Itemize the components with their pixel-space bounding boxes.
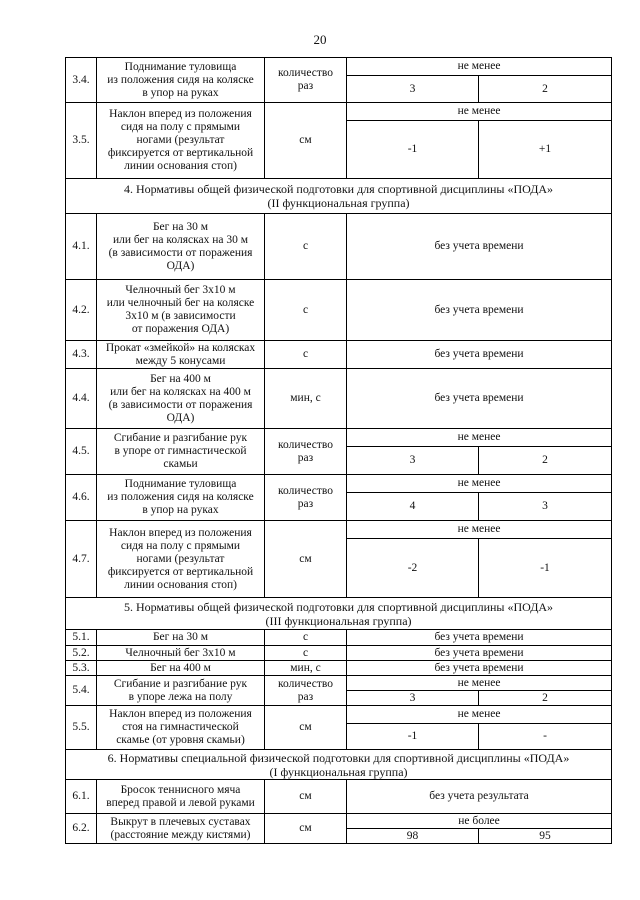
- exercise-line: (расстояние между кистями): [110, 828, 251, 841]
- exercise-line: Сгибание и разгибание рук: [113, 432, 248, 444]
- unit: [265, 646, 347, 661]
- result-cell: без учета времени: [347, 214, 612, 280]
- table-row: [66, 630, 612, 646]
- unit-line: см: [299, 552, 312, 565]
- unit-line: количество: [278, 677, 333, 690]
- exercise-name: [97, 706, 265, 750]
- table-row: [66, 521, 612, 539]
- section-title-line: 4. Нормативы общей физической подготовки для спортивной дисциплины «ПОДА»: [123, 182, 554, 196]
- table-row: [66, 646, 612, 661]
- unit-line: с: [302, 646, 309, 659]
- unit: [265, 58, 347, 103]
- unit-line: раз: [297, 80, 314, 92]
- row-number: 5.2.: [66, 646, 97, 661]
- unit: [265, 369, 347, 429]
- unit-line: с: [302, 240, 309, 252]
- table-row: [66, 814, 612, 829]
- exercise-name: [97, 814, 265, 844]
- exercise-line: в упоре лежа на полу: [128, 690, 233, 703]
- unit: [265, 814, 347, 844]
- unit-line: см: [299, 822, 312, 834]
- exercise-name: [97, 58, 265, 103]
- exercise-line: (в зависимости от поражения: [108, 398, 253, 411]
- exercise-line: Наклон вперед из положения: [109, 708, 252, 720]
- unit: [265, 521, 347, 598]
- value-cell: 98: [347, 829, 479, 844]
- exercise-name: [97, 646, 265, 661]
- exercise-line: фиксируется от вертикальной: [107, 147, 254, 159]
- page-number: 20: [313, 32, 327, 47]
- section-header-row: [66, 750, 612, 780]
- unit: [265, 280, 347, 341]
- section-title-line: 5. Нормативы общей физической подготовки для спортивной дисциплины «ПОДА»: [123, 599, 554, 614]
- section-title-line: (III функциональная группа): [265, 613, 412, 628]
- table-row: [66, 780, 612, 814]
- exercise-name: [97, 214, 265, 280]
- result-cell: без учета времени: [347, 369, 612, 429]
- unit: [265, 630, 347, 646]
- section-title-line: 6. Нормативы специальной физической подготовки для спортивной дисциплины «ПОДА»: [107, 750, 570, 765]
- exercise-line: Челночный бег 3х10 м: [125, 646, 236, 659]
- row-number: 4.5.: [66, 429, 97, 475]
- exercise-line: 3х10 м (в зависимости: [125, 310, 236, 322]
- value-cell: 2: [479, 76, 612, 103]
- exercise-line: Бег на 30 м: [152, 220, 209, 233]
- section-title: [66, 750, 612, 780]
- result-cell: без учета времени: [347, 646, 612, 661]
- exercise-line: скамьи: [163, 458, 198, 470]
- exercise-line: Сгибание и разгибание рук: [113, 677, 248, 690]
- exercise-line: линии основания стоп): [124, 578, 237, 591]
- value-cell: 3: [479, 493, 612, 521]
- value-cell: -2: [347, 539, 479, 598]
- row-number: 4.6.: [66, 475, 97, 521]
- exercise-line: ногами (результат: [136, 552, 225, 565]
- row-number: 5.4.: [66, 676, 97, 706]
- unit-line: см: [299, 721, 312, 733]
- exercise-name: [97, 341, 265, 369]
- condition-label: не менее: [347, 521, 612, 539]
- table-row: [66, 475, 612, 493]
- row-number: 3.5.: [66, 103, 97, 179]
- section-title: [66, 598, 612, 630]
- exercise-line: Наклон вперед из положения: [109, 526, 252, 539]
- exercise-line: фиксируется от вертикальной: [107, 565, 254, 578]
- norms-table: [65, 57, 612, 844]
- value-cell: 3: [347, 447, 479, 475]
- exercise-line: линии основания стоп): [124, 160, 237, 172]
- exercise-name: [97, 103, 265, 179]
- row-number: 4.2.: [66, 280, 97, 341]
- unit-line: раз: [297, 497, 314, 510]
- exercise-line: ногами (результат: [136, 134, 225, 146]
- unit-line: раз: [297, 451, 314, 464]
- section-title-line: (I функциональная группа): [269, 764, 408, 779]
- unit-line: с: [302, 303, 309, 316]
- table-row: [66, 676, 612, 691]
- table-row: [66, 706, 612, 724]
- table-row: [66, 214, 612, 280]
- exercise-line: вперед правой и левой руками: [106, 796, 255, 809]
- value-cell: 4: [347, 493, 479, 521]
- table-row: [66, 58, 612, 76]
- exercise-line: (в зависимости от поражения: [108, 246, 253, 259]
- exercise-name: [97, 429, 265, 475]
- condition-label: не менее: [347, 676, 612, 691]
- condition-label: не менее: [347, 58, 612, 76]
- unit: [265, 475, 347, 521]
- exercise-name: [97, 521, 265, 598]
- value-cell: -1: [347, 724, 479, 750]
- exercise-line: Бег на 400 м: [150, 372, 211, 385]
- exercise-line: сидя на полу с прямыми: [120, 121, 241, 133]
- table-row: [66, 429, 612, 447]
- exercise-line: Бросок теннисного мяча: [120, 783, 241, 796]
- value-cell: -1: [347, 121, 479, 179]
- exercise-line: скамье (от уровня скамьи): [116, 734, 245, 746]
- section-title-line: (II функциональная группа): [267, 196, 410, 210]
- section-header-row: [66, 598, 612, 630]
- value-cell: 2: [479, 691, 612, 706]
- table-row: [66, 369, 612, 429]
- section-title: [66, 179, 612, 214]
- exercise-name: [97, 630, 265, 646]
- row-number: 5.3.: [66, 661, 97, 676]
- condition-label: не менее: [347, 475, 612, 493]
- value-cell: +1: [479, 121, 612, 179]
- result-cell: без учета результата: [347, 780, 612, 814]
- exercise-line: ОДА): [166, 411, 195, 424]
- exercise-line: сидя на полу с прямыми: [120, 539, 241, 552]
- unit: [265, 214, 347, 280]
- value-cell: 95: [479, 829, 612, 844]
- exercise-line: или бег на колясках на 30 м: [112, 233, 249, 246]
- unit-line: раз: [297, 690, 314, 703]
- value-cell: -: [479, 724, 612, 750]
- exercise-line: из положения сидя на коляске: [107, 73, 254, 86]
- unit-line: с: [302, 348, 309, 360]
- row-number: 5.5.: [66, 706, 97, 750]
- exercise-line: Наклон вперед из положения: [109, 108, 252, 120]
- row-number: 4.1.: [66, 214, 97, 280]
- row-number: 4.7.: [66, 521, 97, 598]
- exercise-line: Выкрут в плечевых суставах: [110, 815, 251, 828]
- value-cell: 2: [479, 447, 612, 475]
- exercise-name: [97, 280, 265, 341]
- exercise-name: [97, 475, 265, 521]
- condition-label: не более: [347, 814, 612, 829]
- table-row: [66, 103, 612, 121]
- table-row: [66, 280, 612, 341]
- unit: [265, 341, 347, 369]
- unit-line: см: [299, 790, 312, 802]
- unit: [265, 103, 347, 179]
- result-cell: без учета времени: [347, 280, 612, 341]
- row-number: 3.4.: [66, 58, 97, 103]
- unit: [265, 429, 347, 475]
- unit-line: см: [299, 134, 312, 146]
- exercise-name: [97, 661, 265, 676]
- row-number: 6.2.: [66, 814, 97, 844]
- exercise-name: [97, 369, 265, 429]
- exercise-name: [97, 780, 265, 814]
- exercise-line: в упор на руках: [142, 504, 219, 516]
- value-cell: -1: [479, 539, 612, 598]
- exercise-line: в упор на руках: [142, 86, 219, 99]
- exercise-line: из положения сидя на коляске: [107, 491, 254, 503]
- unit-line: количество: [278, 438, 333, 451]
- row-number: 5.1.: [66, 630, 97, 646]
- exercise-line: стоя на гимнастической: [122, 721, 239, 733]
- condition-label: не менее: [347, 706, 612, 724]
- unit-line: мин, с: [290, 661, 321, 674]
- unit: [265, 706, 347, 750]
- exercise-line: Челночный бег 3х10 м: [125, 284, 236, 296]
- unit-line: мин, с: [290, 392, 321, 404]
- value-cell: 3: [347, 76, 479, 103]
- exercise-line: Поднимание туловища: [124, 60, 237, 73]
- unit-line: с: [302, 631, 309, 643]
- exercise-line: Прокат «змейкой» на колясках: [105, 341, 256, 354]
- value-cell: 3: [347, 691, 479, 706]
- unit-line: количество: [278, 484, 333, 497]
- row-number: 4.4.: [66, 369, 97, 429]
- condition-label: не менее: [347, 429, 612, 447]
- exercise-line: Бег на 30 м: [152, 631, 209, 643]
- exercise-line: ОДА): [166, 259, 195, 272]
- exercise-line: или челночный бег на коляске: [106, 297, 255, 309]
- exercise-name: [97, 676, 265, 706]
- unit-line: количество: [278, 67, 333, 79]
- exercise-line: от поражения ОДА): [131, 323, 230, 335]
- exercise-line: Поднимание туловища: [124, 478, 237, 490]
- exercise-line: или бег на колясках на 400 м: [110, 385, 251, 398]
- result-cell: без учета времени: [347, 341, 612, 369]
- exercise-line: в упоре от гимнастической: [114, 445, 247, 457]
- unit: [265, 661, 347, 676]
- result-cell: без учета времени: [347, 661, 612, 676]
- condition-label: не менее: [347, 103, 612, 121]
- exercise-line: Бег на 400 м: [150, 661, 211, 674]
- unit: [265, 780, 347, 814]
- result-cell: без учета времени: [347, 630, 612, 646]
- table-row: [66, 341, 612, 369]
- section-header-row: [66, 179, 612, 214]
- exercise-line: между 5 конусами: [135, 354, 226, 367]
- row-number: 6.1.: [66, 780, 97, 814]
- row-number: 4.3.: [66, 341, 97, 369]
- table-row: [66, 661, 612, 676]
- unit: [265, 676, 347, 706]
